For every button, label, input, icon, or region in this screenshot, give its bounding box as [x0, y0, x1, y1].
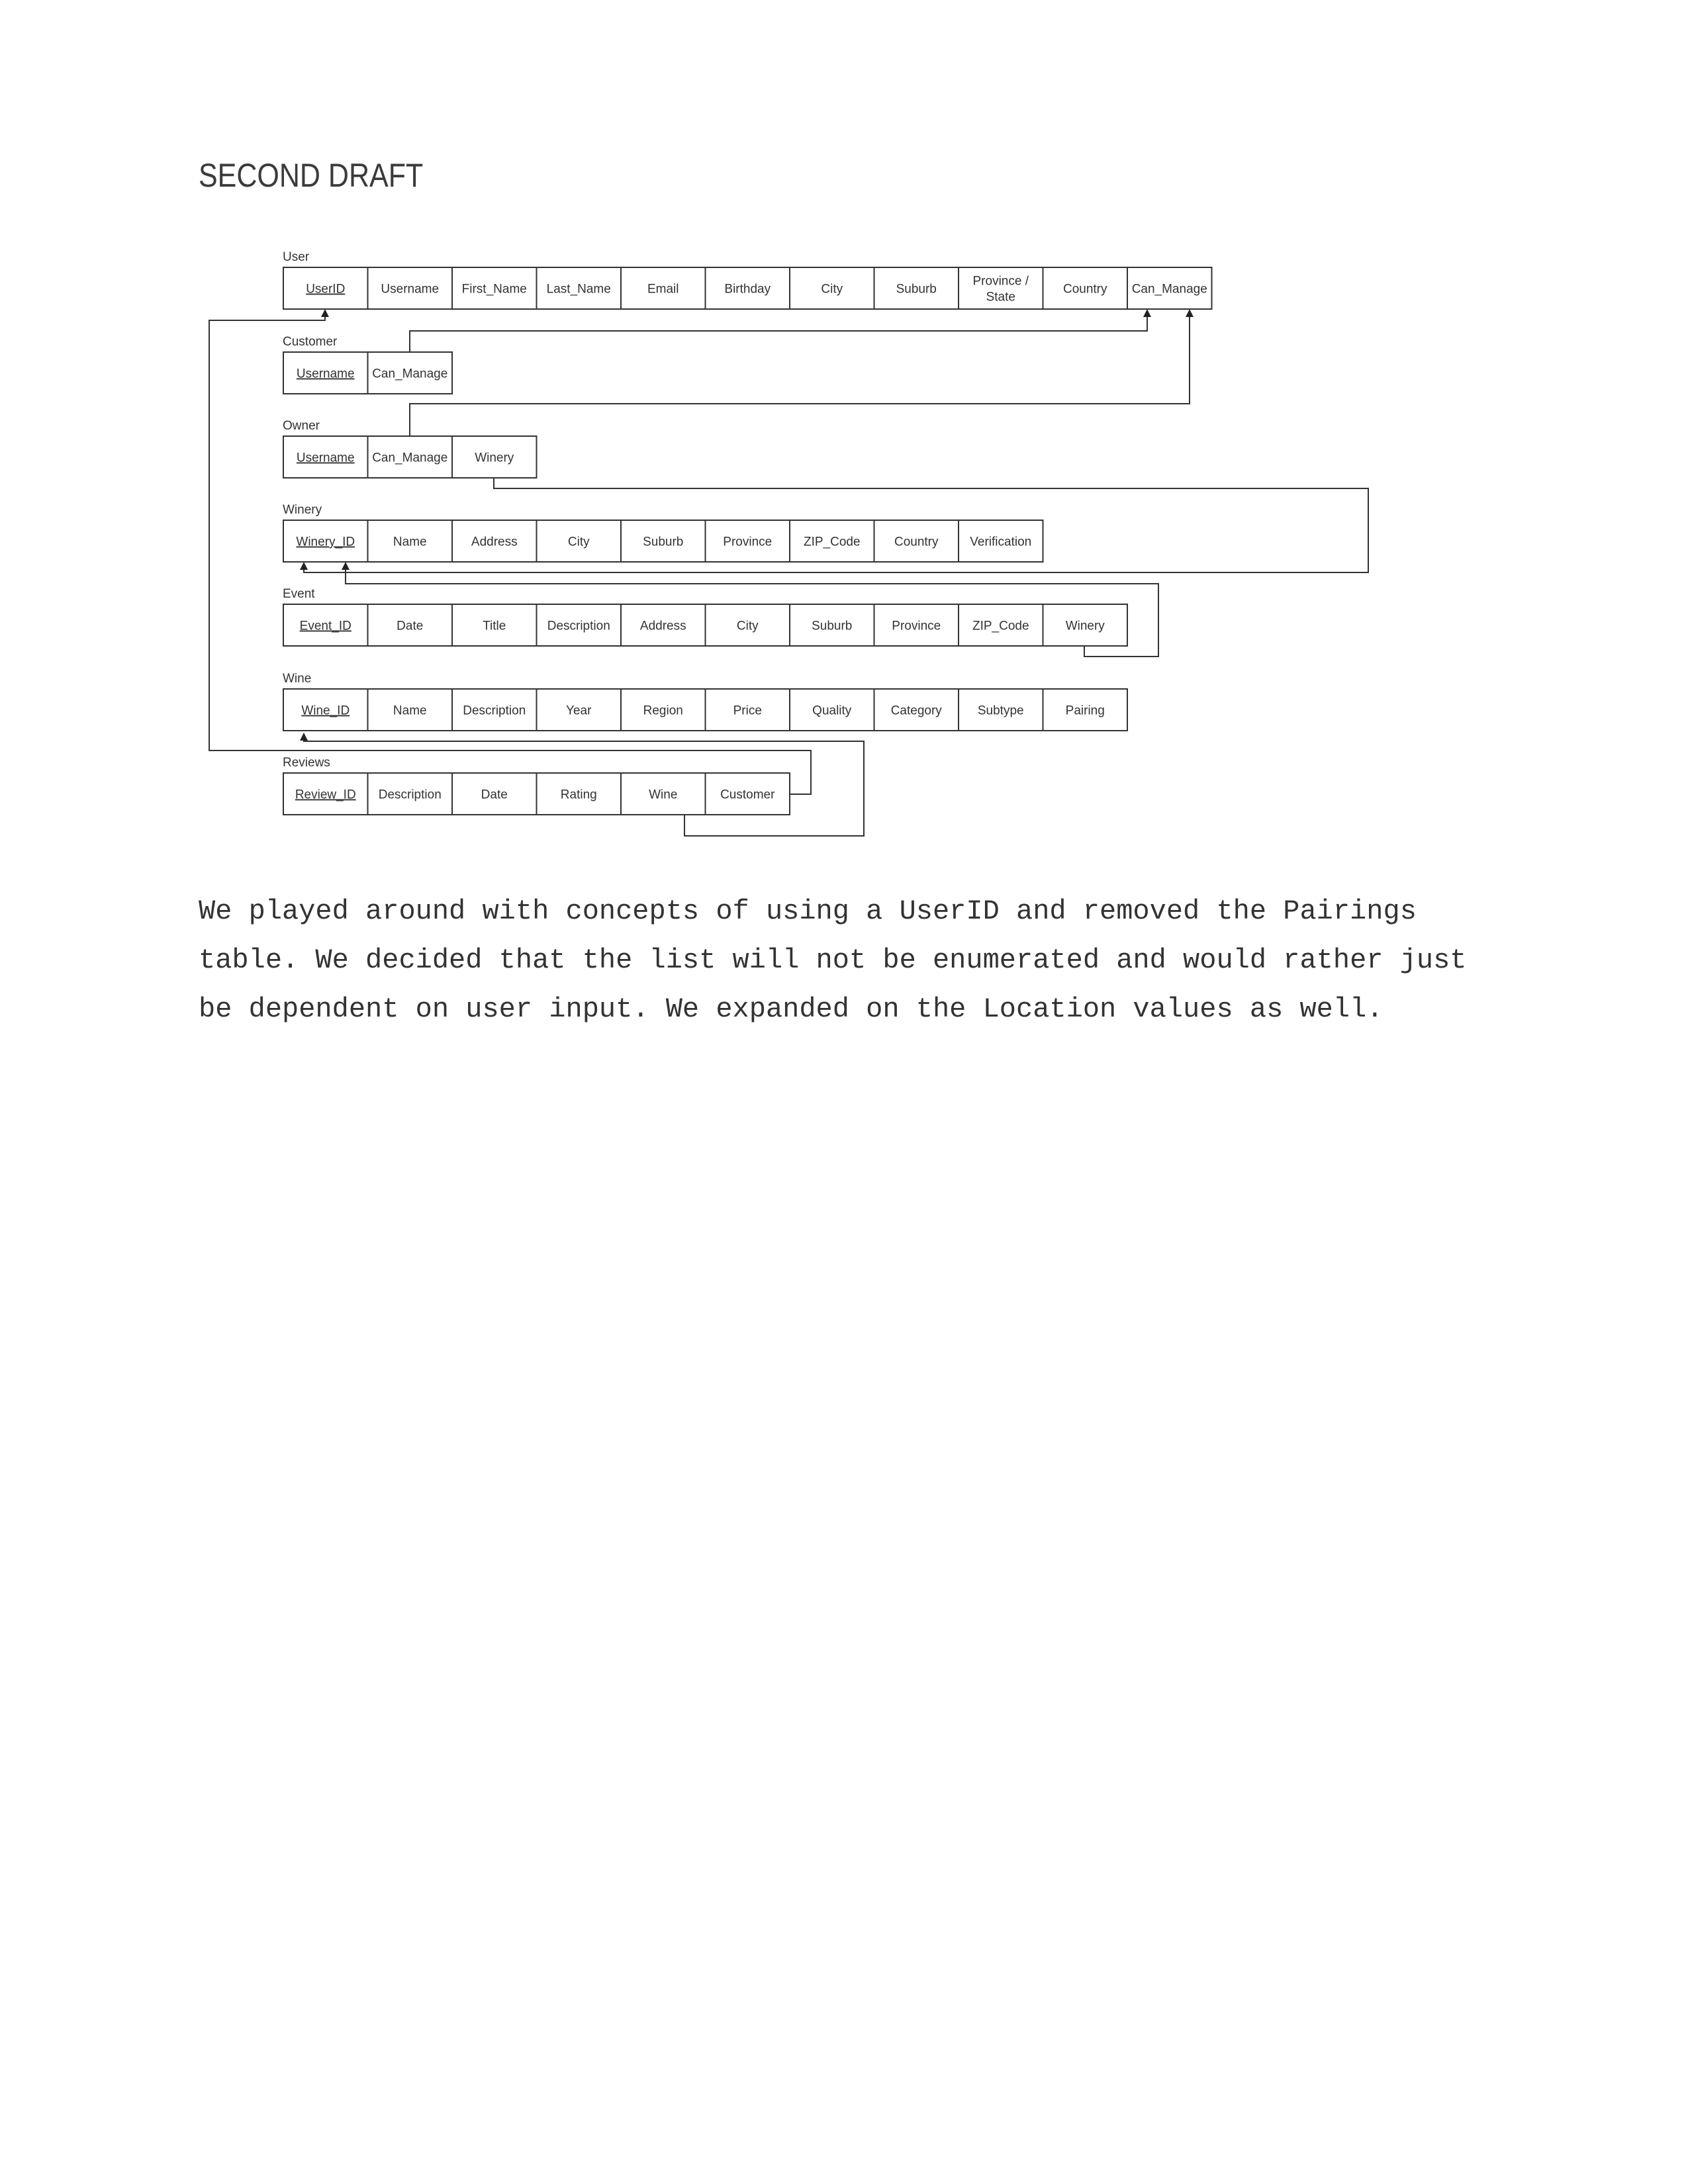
- field-label: Verification: [970, 535, 1032, 549]
- field-label: Country: [894, 535, 939, 549]
- field-cell: [1127, 267, 1212, 309]
- field-cell: [283, 352, 368, 394]
- arrowhead-icon: [300, 562, 308, 570]
- primary-key-label: UserID: [306, 282, 346, 296]
- field-label: Can_Manage: [372, 367, 448, 381]
- field-label: Winery: [1065, 619, 1105, 633]
- field-label: Country: [1062, 282, 1107, 296]
- field-cell: [537, 773, 622, 815]
- field-cell: [283, 604, 368, 646]
- table-name: Owner: [283, 419, 320, 433]
- field-label: Description: [547, 619, 610, 633]
- field-cell: [790, 689, 874, 731]
- field-label: City: [736, 619, 759, 633]
- primary-key-label: Username: [296, 367, 355, 381]
- field-label: State: [986, 290, 1015, 304]
- field-cell: [368, 604, 453, 646]
- primary-key-label: Event_ID: [299, 619, 352, 633]
- primary-key-label: Review_ID: [295, 788, 356, 802]
- field-cell: [790, 604, 874, 646]
- field-cell: [874, 520, 959, 562]
- field-cell: [790, 520, 874, 562]
- field-label: Address: [639, 619, 686, 633]
- field-label: Winery: [475, 451, 514, 465]
- field-label: Province: [892, 619, 941, 633]
- field-label: Wine: [649, 788, 678, 802]
- primary-key-label: Winery_ID: [296, 535, 355, 549]
- field-cell: [452, 773, 537, 815]
- field-cell: [283, 520, 368, 562]
- field-cell: [283, 267, 368, 309]
- field-cell: [706, 267, 790, 309]
- field-cell: [621, 267, 706, 309]
- field-cell: [621, 520, 706, 562]
- arrowhead-icon: [1143, 309, 1151, 317]
- field-cell: [706, 520, 790, 562]
- field-cell: [368, 267, 453, 309]
- field-label: Province: [723, 535, 773, 549]
- field-label: Description: [463, 704, 526, 718]
- field-cell: [452, 436, 537, 478]
- field-label: Address: [471, 535, 518, 549]
- field-cell: [283, 436, 368, 478]
- field-cell: [1043, 267, 1128, 309]
- field-label: Title: [483, 619, 506, 633]
- field-label: Year: [566, 704, 592, 718]
- foreign-key-line: [410, 311, 1147, 352]
- field-label: Suburb: [812, 619, 853, 633]
- table-name: User: [283, 250, 310, 264]
- table-name: Event: [283, 587, 315, 601]
- field-cell: [874, 267, 959, 309]
- field-cell: [621, 773, 706, 815]
- field-label: ZIP_Code: [803, 535, 861, 549]
- field-cell: [368, 520, 453, 562]
- arrowhead-icon: [1186, 309, 1194, 317]
- field-cell: [706, 773, 790, 815]
- table-reviews: [283, 756, 790, 815]
- field-cell: [452, 604, 537, 646]
- field-label: Last_Name: [546, 282, 611, 296]
- arrowhead-icon: [342, 562, 350, 570]
- field-cell: [368, 352, 453, 394]
- field-cell: [1043, 604, 1128, 646]
- field-label: City: [821, 282, 843, 296]
- field-cell: [706, 604, 790, 646]
- field-label: Suburb: [643, 535, 684, 549]
- field-label: Email: [647, 282, 679, 296]
- field-label: Category: [890, 704, 942, 718]
- field-cell: [959, 267, 1043, 309]
- field-cell: [790, 267, 874, 309]
- field-cell: [874, 689, 959, 731]
- field-cell: [537, 689, 622, 731]
- arrowhead-icon: [321, 309, 329, 317]
- field-label: Suburb: [896, 282, 937, 296]
- schema-tables: [283, 250, 1212, 815]
- relational-schema-diagram: [0, 0, 1688, 860]
- field-label: Price: [733, 704, 762, 718]
- primary-key-label: Wine_ID: [301, 704, 350, 718]
- table-customer: [283, 335, 452, 394]
- table-user: [283, 250, 1212, 309]
- field-cell: [874, 604, 959, 646]
- field-label: Region: [643, 704, 683, 718]
- field-cell: [621, 689, 706, 731]
- description-paragraph: [199, 887, 1496, 1034]
- field-label: Quality: [812, 704, 852, 718]
- field-label: First_Name: [461, 282, 527, 296]
- table-winery: [283, 503, 1043, 562]
- field-label: Can_Manage: [1131, 282, 1207, 296]
- field-cell: [368, 689, 453, 731]
- field-label: Description: [378, 788, 442, 802]
- field-label: City: [567, 535, 590, 549]
- field-cell: [537, 604, 622, 646]
- field-cell: [537, 267, 622, 309]
- arrowhead-icon: [300, 733, 308, 741]
- page-title: SECOND DRAFT: [199, 157, 424, 194]
- field-cell: [283, 689, 368, 731]
- field-label: Birthday: [724, 282, 771, 296]
- table-name: Reviews: [283, 756, 330, 770]
- field-cell: [537, 520, 622, 562]
- field-label: Subtype: [977, 704, 1024, 718]
- paragraph-line: be dependent on user input. We expanded on the Location values as well.: [199, 993, 1383, 1025]
- table-name: Winery: [283, 503, 322, 517]
- field-cell: [452, 689, 537, 731]
- field-label: Customer: [720, 788, 775, 802]
- field-label: Username: [381, 282, 440, 296]
- field-label: Name: [393, 535, 427, 549]
- field-cell: [452, 520, 537, 562]
- table-name: Wine: [283, 672, 312, 686]
- field-label: Name: [393, 704, 427, 718]
- field-label: Date: [481, 788, 508, 802]
- field-label: Pairing: [1065, 704, 1105, 718]
- field-label: Date: [397, 619, 424, 633]
- foreign-key-line: [410, 311, 1190, 436]
- field-cell: [368, 773, 453, 815]
- field-cell: [959, 604, 1043, 646]
- paragraph-line: table. We decided that the list will not be enumerated and would rather just: [199, 944, 1467, 976]
- field-cell: [368, 436, 453, 478]
- field-cell: [959, 689, 1043, 731]
- field-label: ZIP_Code: [972, 619, 1029, 633]
- field-cell: [452, 267, 537, 309]
- field-cell: [1043, 689, 1128, 731]
- field-label: Rating: [560, 788, 597, 802]
- field-cell: [706, 689, 790, 731]
- field-label: Province /: [972, 274, 1029, 289]
- table-name: Customer: [283, 335, 338, 349]
- field-cell: [283, 773, 368, 815]
- field-cell: [959, 520, 1043, 562]
- primary-key-label: Username: [296, 451, 355, 465]
- paragraph-line: We played around with concepts of using a UserID and removed the Pairings: [199, 895, 1417, 927]
- field-cell: [621, 604, 706, 646]
- field-label: Can_Manage: [372, 451, 448, 465]
- table-wine: [283, 672, 1127, 731]
- table-event: [283, 587, 1127, 646]
